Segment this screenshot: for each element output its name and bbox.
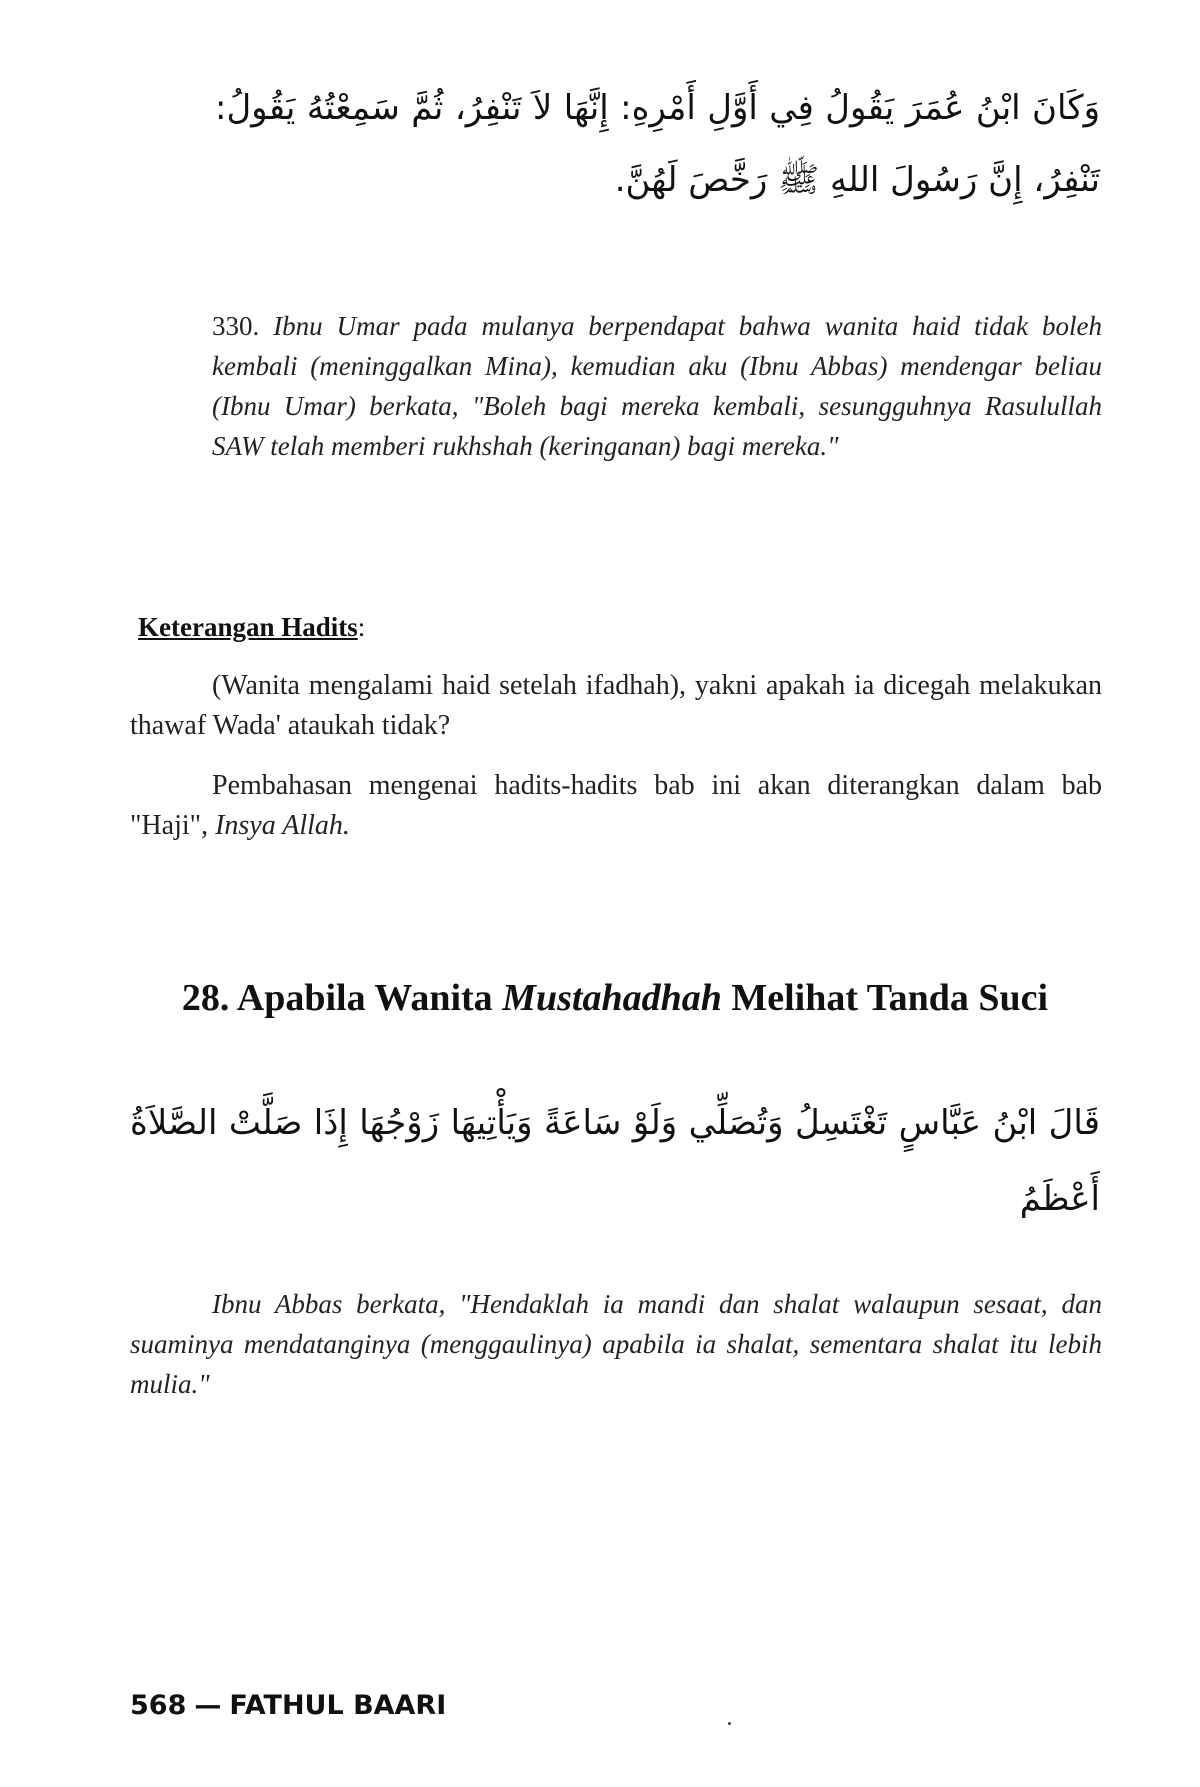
keterangan-hadits-heading — [138, 612, 365, 643]
explanation-paragraph-1: (Wanita mengalami haid setelah ifadhah), yakni apakah ia dicegah melakukan thawaf Wada' ataukah tidak? — [130, 670, 1102, 741]
chapter-title-italic: Mustahadhah — [502, 977, 722, 1019]
explanation-paragraph-2 — [130, 766, 1102, 846]
hadith-330-translation — [212, 306, 1102, 466]
arabic-text-hadith-330: وَكَانَ ابْنُ عُمَرَ يَقُولُ فِي أَوَّلِ أَمْرِهِ: إِنَّهَا لاَ تَنْفِرُ، ثُمَّ سَمِعْتُهُ يَقُولُ: تَنْفِرُ، إِنَّ رَسُولَ اللهِ ﷺ رَخَّصَ لَهُنَّ. — [215, 88, 1100, 200]
page-footer — [130, 1690, 446, 1721]
chapter-title — [0, 976, 1200, 1020]
hadith-330-text: Ibnu Umar pada mulanya berpendapat bahwa wanita haid tidak boleh kembali (meninggalkan Mina), kemudian aku (Ibnu Abbas) mendengar beliau (Ibnu Umar) berkata, "Boleh bagi mereka kembali, sesungguhnya Rasulullah SAW telah memberi rukhshah (keringanan) bagi mereka." — [212, 311, 1103, 461]
book-title: FATHUL BAARI — [229, 1690, 447, 1721]
ibnu-abbas-translation: Ibnu Abbas berkata, "Hendaklah ia mandi dan shalat walaupun sesaat, dan suaminya mendatanginya (menggaulinya) apabila ia shalat, sementara shalat itu lebih mulia." — [130, 1289, 1102, 1399]
chapter-title-suffix: Melihat Tanda Suci — [721, 977, 1049, 1019]
print-dot-mark — [728, 1722, 731, 1725]
arabic-text-ibnu-abbas: قَالَ ابْنُ عَبَّاسٍ تَغْتَسِلُ وَتُصَلِّي وَلَوْ سَاعَةً وَيَأْتِيهَا زَوْجُهَا إِذَا صَلَّتْ الصَّلاَةُ أَعْظَمُ — [130, 1103, 1100, 1219]
footer-dash: — — [194, 1690, 222, 1721]
chapter-title-prefix: 28. Apabila Wanita — [181, 977, 503, 1019]
page-number: 568 — [130, 1690, 187, 1721]
paragraph-2-italic: Insya Allah. — [215, 810, 350, 841]
keterangan-label: Keterangan Hadits — [138, 612, 358, 642]
paragraph-2-text: Pembahasan mengenai hadits-hadits bab ini akan diterangkan dalam bab "Haji", — [130, 770, 1102, 841]
hadith-number: 330. — [212, 311, 260, 341]
keterangan-colon: : — [357, 612, 366, 642]
